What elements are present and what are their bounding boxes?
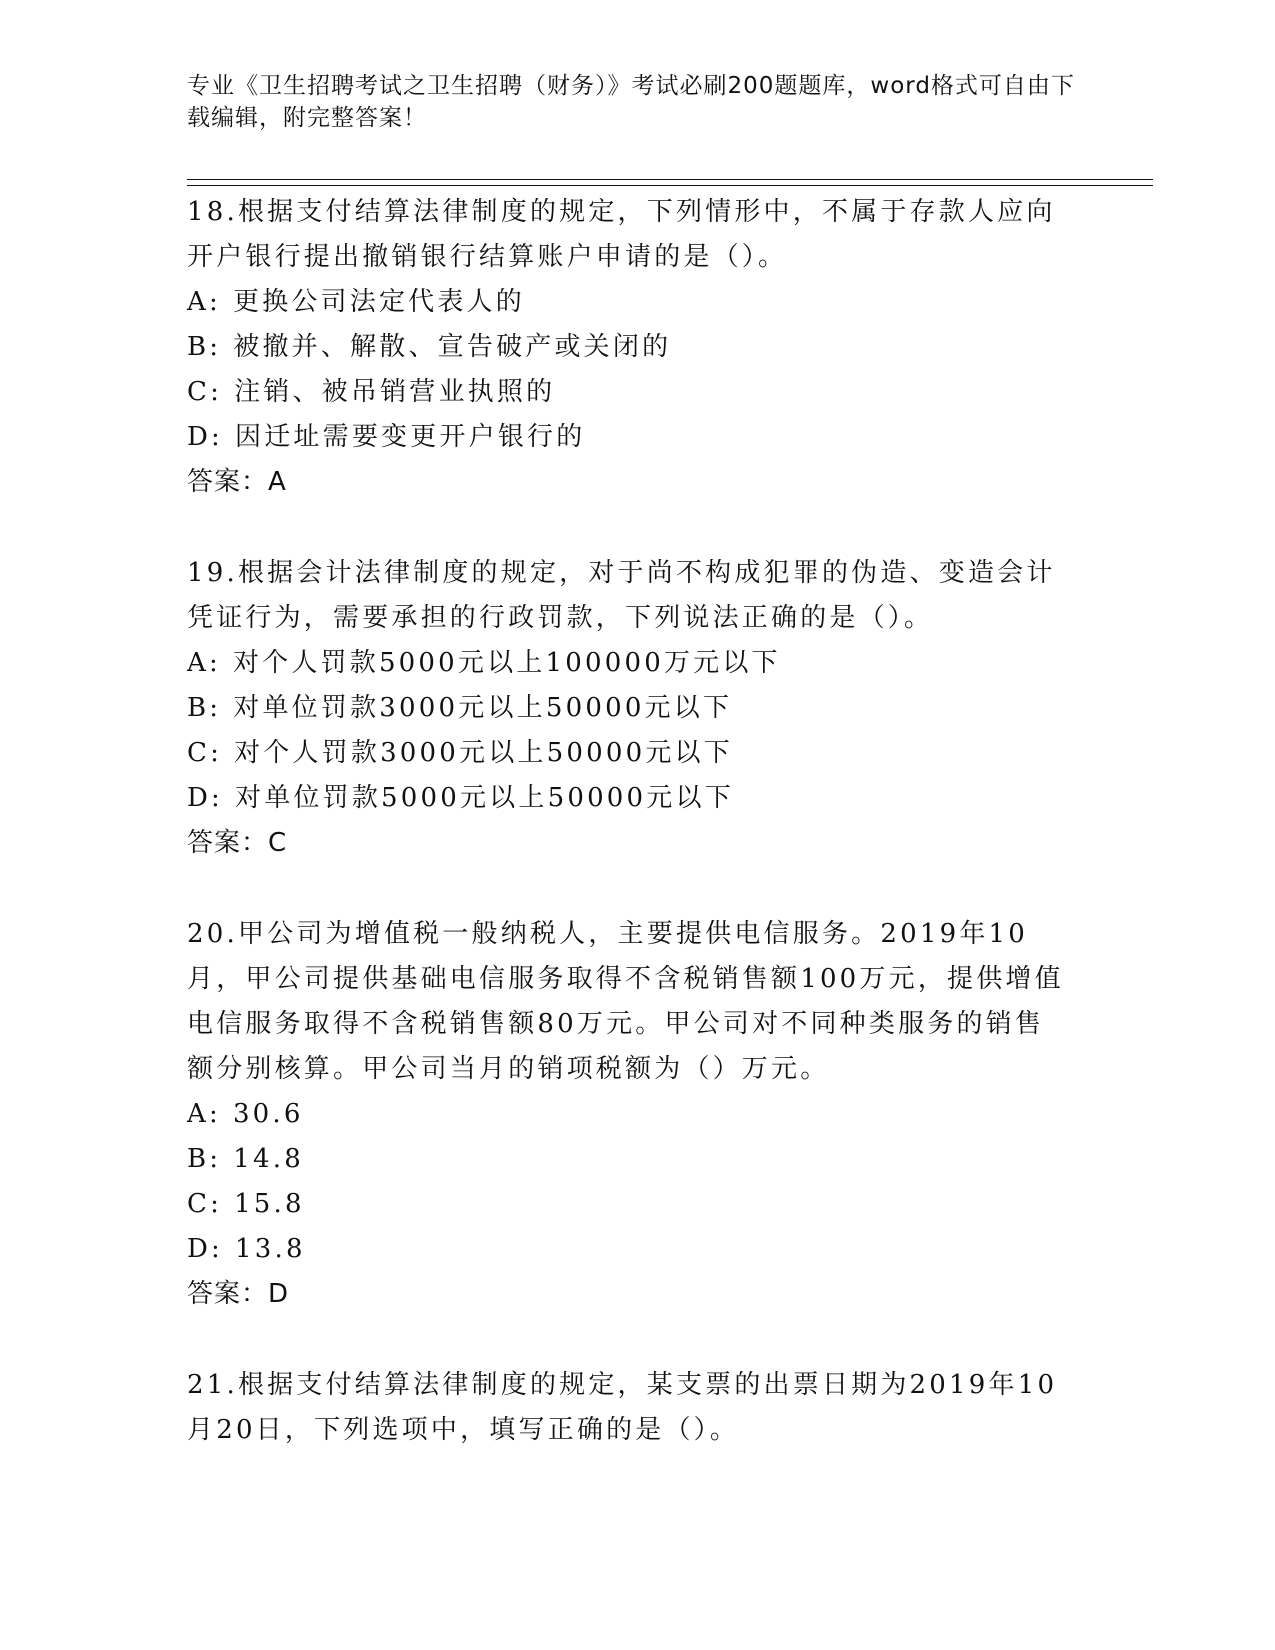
option-label: A: [187,648,221,678]
answer-line: 答案：D [187,1279,290,1309]
option-text: 对单位罚款3000元以上50000元以下 [233,693,733,723]
answer-line: 答案：A [187,467,287,497]
option-a [187,1092,1087,1137]
answer-line: 答案：C [187,828,288,858]
option-text: 更换公司法定代表人的 [232,287,525,317]
document-header: 专业《卫生招聘考试之卫生招聘（财务）》考试必刷200题题库，word格式可自由下载编辑，附完整答案！ [187,73,1075,131]
option-label: A: [187,1099,221,1129]
option-c [187,731,1087,776]
question-stem: 20.甲公司为增值税一般纳税人，主要提供电信服务。2019年10月，甲公司提供基础电信服务取得不含税销售额100万元，提供增值电信服务取得不含税销售额80万元。甲公司对不同种类服务的销售额分别核算。甲公司当月的销项税额为（）万元。 [187,919,1064,1084]
option-label: D: [187,422,224,452]
option-label: B: [187,1144,222,1174]
option-b [187,325,1087,370]
option-d [187,415,1087,460]
header-divider-top [187,179,1153,180]
option-b [187,686,1087,731]
option-text: 对单位罚款5000元以上50000元以下 [235,783,734,813]
option-label: C: [187,377,223,407]
option-text: 对个人罚款3000元以上50000元以下 [234,738,733,768]
option-c [187,1182,1087,1227]
header-divider-bottom [187,185,1153,186]
option-a [187,280,1087,325]
option-d [187,776,1087,821]
option-text: 14.8 [233,1144,304,1174]
question-stem: 21.根据支付结算法律制度的规定，某支票的出票日期为2019年10月20日，下列选项中，填写正确的是（）。 [187,1370,1058,1445]
option-label: B: [187,693,222,723]
option-label: B: [187,332,222,362]
option-label: C: [187,738,223,768]
option-label: A: [187,287,221,317]
question-21 [187,1363,1087,1453]
question-list [187,190,1087,1499]
option-a [187,641,1087,686]
question-18 [187,190,1087,505]
option-c [187,370,1087,415]
question-19 [187,551,1087,866]
option-text: 15.8 [234,1189,305,1219]
option-text: 因迁址需要变更开户银行的 [235,422,586,452]
option-d [187,1227,1087,1272]
option-text: 对个人罚款5000元以上100000万元以下 [232,648,781,678]
option-label: C: [187,1189,223,1219]
question-stem: 19.根据会计法律制度的规定，对于尚不构成犯罪的伪造、变造会计凭证行为，需要承担的行政罚款，下列说法正确的是（）。 [187,558,1056,633]
option-label: D: [187,783,224,813]
option-text: 注销、被吊销营业执照的 [234,377,556,407]
question-20 [187,912,1087,1317]
option-label: D: [187,1234,224,1264]
option-text: 13.8 [235,1234,306,1264]
option-b [187,1137,1087,1182]
question-stem: 18.根据支付结算法律制度的规定，下列情形中，不属于存款人应向开户银行提出撤销银行结算账户申请的是（）。 [187,197,1056,272]
option-text: 被撤并、解散、宣告破产或关闭的 [233,332,672,362]
option-text: 30.6 [232,1099,304,1129]
